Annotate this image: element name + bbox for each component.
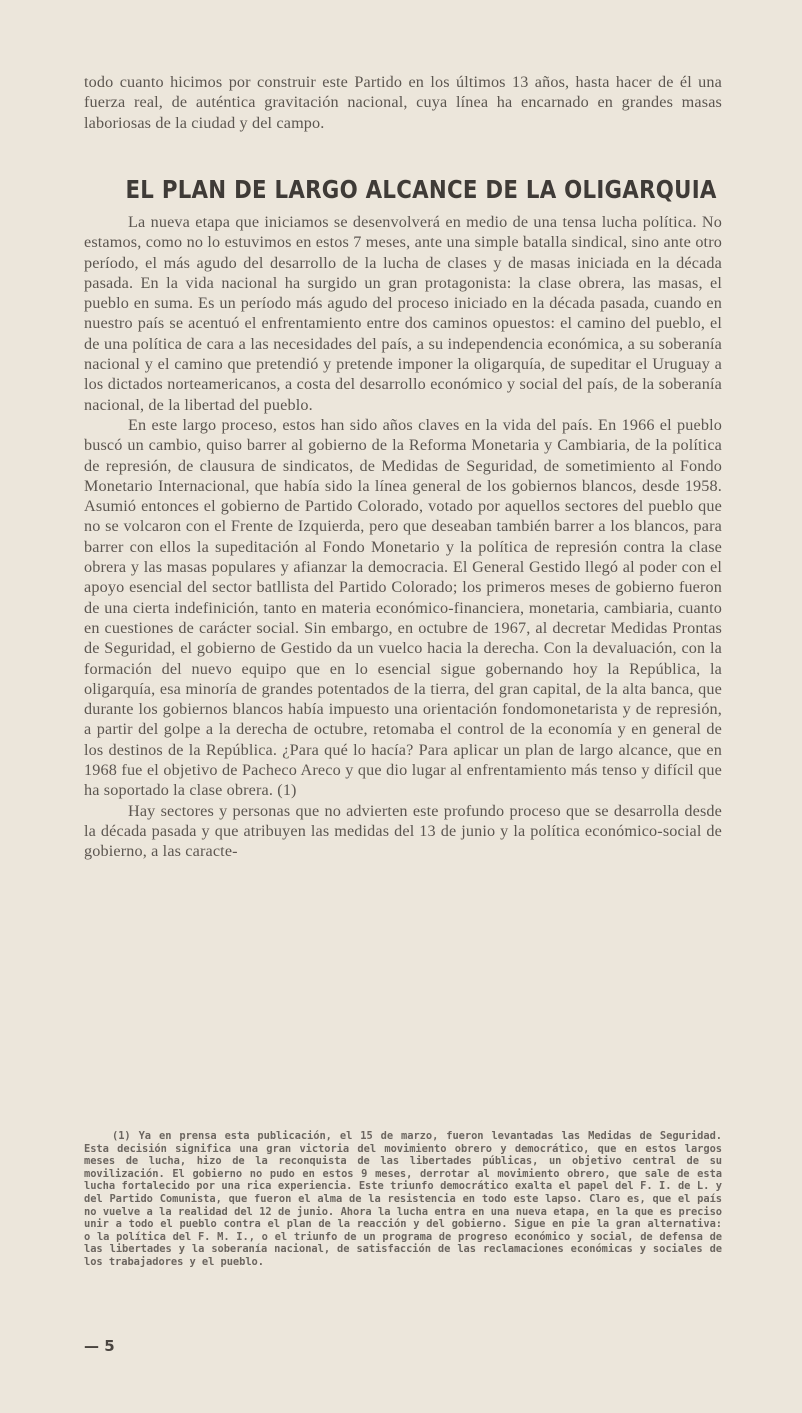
footnote: (1) Ya en prensa esta publicación, el 15 de marzo, fueron levantadas las Medidas de Seguridad. Esta decisión significa una gran victoria del movimiento obrero y democrático, que en estos largos meses de lucha, hizo de la reconquista de las libertades públicas, un objetivo central de su movilización. El gobierno no pudo en estos 9 meses, derrotar al movimiento obrero, que sale de esta lucha fortalecido por una rica experiencia. Este triunfo democrático exalta el papel del F. I. de L. y del Partido Comunista, que fueron el alma de la resistencia en todo este lapso. Claro es, que el país no vuelve a la realidad del 12 de junio. Ahora la lucha entra en una nueva etapa, en la que es preciso unir a todo el pueblo contra el plan de la reacción y del gobierno. Sigue en pie la gran alternativa: o la política del F. M. I., o el triunfo de un programa de progreso económico y social, de defensa de las libertades y la soberanía nacional, de satisfacción de las reclamaciones económicas y sociales de los trabajadores y el pueblo.	[84, 1130, 722, 1268]
intro-paragraph: todo cuanto hicimos por construir este Partido en los últimos 13 años, hasta hacer de él una fuerza real, de auténtica gravitación nacional, cuya línea ha encarnado en grandes masas laboriosas de la ciudad y del campo.	[84, 73, 722, 132]
body-paragraph: La nueva etapa que iniciamos se desenvolverá en medio de una tensa lucha política. No estamos, como no lo estuvimos en estos 7 meses, ante una simple batalla sindical, sino ante otro período, el más agudo del desarrollo de la lucha de clases y de masas iniciada en la década pasada. En la vida nacional ha surgido un gran protagonista: la clase obrera, las masas, el pueblo en suma. Es un período más agudo del proceso iniciado en la década pasada, cuando en nuestro país se acentuó el enfrentamiento entre dos caminos opuestos: el camino del pueblo, el de una política de cara a las necesidades del país, a su independencia económica, a su soberanía nacional y el camino que pretendió y pretende imponer la oligarquía, de supeditar el Uruguay a los dictados norteamericanos, a costa del desarrollo económico y social del país, de la soberanía nacional, de la libertad del pueblo.	[84, 213, 722, 414]
body-text	[84, 212, 722, 862]
page-number: — 5	[84, 1337, 115, 1355]
body-paragraph: Hay sectores y personas que no advierten este profundo proceso que se desarrolla desde la década pasada y que atribuyen las medidas del 13 de junio y la política económico-social de gobierno, a las caracte-	[84, 801, 722, 861]
intro-block	[84, 72, 722, 133]
body-paragraph: En este largo proceso, estos han sido años claves en la vida del país. En 1966 el pueblo buscó un cambio, quiso barrer al gobierno de la Reforma Monetaria y Cambiaria, de la política de represión, de clausura de sindicatos, de Medidas de Seguridad, de sometimiento al Fondo Monetario Internacional, que había sido la línea general de los gobiernos blancos, desde 1958. Asumió entonces el gobierno de Partido Colorado, votado por aquellos sectores del pueblo que no se volcaron con el Frente de Izquierda, pero que deseaban también barrer a los blancos, para barrer con ellos la supeditación al Fondo Monetario y la política de represión contra la clase obrera y las masas populares y afianzar la democracia. El General Gestido llegó al poder con el apoyo esencial del sector batllista del Partido Colorado; los primeros meses de gobierno fueron de una cierta indefinición, tanto en materia económico-financiera, monetaria, cambiaria, cuanto en cuestiones de carácter social. Sin embargo, en octubre de 1967, al decretar Medidas Prontas de Seguridad, el gobierno de Gestido da un vuelco hacia la derecha. Con la devaluación, con la formación del nuevo equipo que en lo esencial sigue gobernando hoy la República, la oligarquía, esa minoría de grandes potentados de la tierra, del gran capital, de la alta banca, que durante los gobiernos blancos había impuesto una orientación fondomonetarista y de represión, a partir del golpe a la derecha de octubre, retomaba el control de la economía y en general de los destinos de la República. ¿Para qué lo hacía? Para aplicar un plan de largo alcance, que en 1968 fue el objetivo de Pacheco Areco y que dio lugar al enfrentamiento más tenso y difícil que ha soportado la clase obrera. (1)	[84, 415, 722, 800]
section-heading: EL PLAN DE LARGO ALCANCE DE LA OLIGARQUIA	[125, 175, 717, 204]
